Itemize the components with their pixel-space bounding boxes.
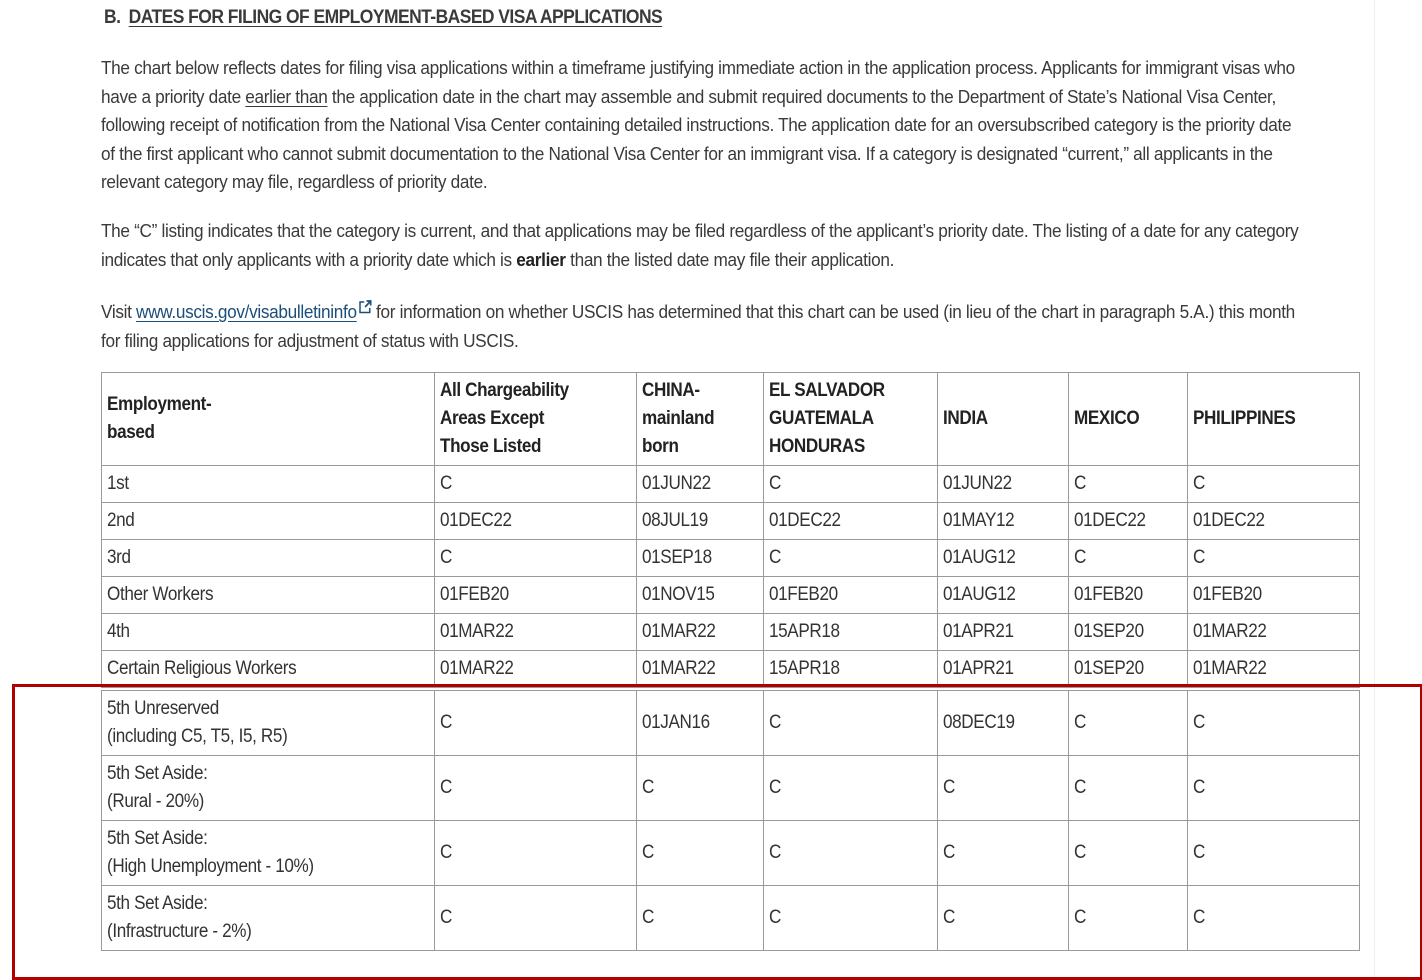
date-cell-china — [637, 886, 764, 951]
date-value: C — [769, 712, 781, 733]
page-edge-divider — [1374, 0, 1375, 979]
date-cell-el-salvador-guatemala-honduras — [764, 886, 938, 951]
text: the application date in the chart may assemble and submit required documents to the Department of State’s National Visa Center, following receipt of notification from the National Visa Center containing detailed instructions. The application date for an oversubscribed category is the priority date of the first applicant who cannot submit documentation to the National Visa Center for an immigrant visa. If a category is designated “current,” all applicants in the relevant category may file, regardless of priority date. — [101, 85, 1292, 192]
table-row — [102, 577, 1360, 614]
date-cell-china — [637, 577, 764, 614]
header-text — [1074, 405, 1139, 433]
header-line: based — [107, 422, 155, 443]
date-cell-mexico — [1069, 886, 1188, 951]
date-cell-philippines — [1188, 614, 1360, 651]
header-text — [107, 391, 211, 447]
category-line: (Infrastructure - 2%) — [107, 921, 252, 942]
header-line: PHILIPPINES — [1193, 408, 1296, 429]
date-value: 01DEC22 — [440, 510, 512, 531]
header-line: Those Listed — [440, 436, 542, 457]
date-cell-mexico — [1069, 821, 1188, 886]
date-cell-china — [637, 466, 764, 503]
category-line: (Rural - 20%) — [107, 791, 205, 812]
date-cell-china — [637, 540, 764, 577]
text: The “C” listing indicates that the category is current, and that applications may be filed regardless of the applicant’s priority date. The listing of a date for any category indicates that only applicants with a priority date which is — [101, 220, 1299, 270]
text: for information on whether USCIS has determined that this chart can be used (in lieu of the chart in paragraph 5.A.) this month for filing applications for adjustment of status with USCIS. — [101, 301, 1295, 351]
date-cell-mexico — [1069, 466, 1188, 503]
header-line: born — [642, 436, 679, 457]
category-line: 4th — [107, 621, 130, 642]
table-row — [102, 614, 1360, 651]
date-cell-india — [938, 756, 1069, 821]
date-cell-el-salvador-guatemala-honduras — [764, 466, 938, 503]
category-text — [107, 583, 213, 607]
date-cell-all-chargeability — [435, 756, 637, 821]
category-line: 5th Unreserved — [107, 698, 219, 719]
header-text — [1193, 405, 1295, 433]
column-header-philippines — [1188, 373, 1360, 466]
date-cell-china — [637, 614, 764, 651]
date-value: C — [440, 842, 452, 863]
header-text — [440, 377, 569, 461]
date-value: 01MAR22 — [642, 658, 716, 679]
date-cell-india — [938, 821, 1069, 886]
date-value: C — [440, 473, 452, 494]
date-cell-india — [938, 886, 1069, 951]
date-value: 01FEB20 — [1074, 584, 1143, 605]
date-value: C — [1193, 777, 1205, 798]
header-line: HONDURAS — [769, 436, 865, 457]
date-value: 08DEC19 — [943, 712, 1015, 733]
table-row — [102, 886, 1360, 951]
category-line: 5th Set Aside: — [107, 828, 208, 849]
date-cell-el-salvador-guatemala-honduras — [764, 540, 938, 577]
date-cell-philippines — [1188, 756, 1360, 821]
date-cell-all-chargeability — [435, 466, 637, 503]
employment-dates-for-filing-table — [101, 372, 1360, 951]
date-cell-all-chargeability — [435, 503, 637, 540]
date-value: C — [642, 777, 654, 798]
date-value: 01JUN22 — [943, 473, 1012, 494]
text: The chart below reflects dates for filing visa applications within a timeframe justifying immediate action in the application process. Applicants for immigrant visas who have a priority date — [101, 57, 1295, 107]
date-cell-philippines — [1188, 886, 1360, 951]
category-text — [107, 620, 130, 644]
row-category — [102, 756, 435, 821]
date-value: C — [943, 842, 955, 863]
table-row — [102, 466, 1360, 503]
date-value: C — [943, 907, 955, 928]
row-category — [102, 821, 435, 886]
row-category — [102, 503, 435, 540]
date-value: 01SEP18 — [642, 547, 712, 568]
date-cell-all-chargeability — [435, 689, 637, 756]
date-value: C — [642, 907, 654, 928]
date-cell-mexico — [1069, 651, 1188, 690]
date-value: C — [1193, 842, 1205, 863]
date-value: C — [440, 547, 452, 568]
date-cell-philippines — [1188, 689, 1360, 756]
date-value: 01NOV15 — [642, 584, 715, 605]
date-value: C — [769, 547, 781, 568]
column-header-mexico — [1069, 373, 1188, 466]
date-cell-el-salvador-guatemala-honduras — [764, 651, 938, 690]
header-line: INDIA — [943, 408, 988, 429]
date-cell-mexico — [1069, 503, 1188, 540]
date-value: C — [1193, 547, 1205, 568]
date-cell-philippines — [1188, 577, 1360, 614]
date-cell-el-salvador-guatemala-honduras — [764, 503, 938, 540]
date-value: 01APR21 — [943, 658, 1014, 679]
section-title: DATES FOR FILING OF EMPLOYMENT-BASED VISA APPLICATIONS — [128, 7, 663, 28]
date-value: C — [642, 842, 654, 863]
category-text — [107, 546, 131, 570]
date-cell-all-chargeability — [435, 886, 637, 951]
date-cell-india — [938, 577, 1069, 614]
category-line: Certain Religious Workers — [107, 658, 297, 679]
date-cell-el-salvador-guatemala-honduras — [764, 577, 938, 614]
date-cell-india — [938, 466, 1069, 503]
underlined-text: earlier than — [245, 85, 328, 107]
category-text — [107, 695, 287, 751]
date-value: C — [769, 842, 781, 863]
date-value: C — [1074, 777, 1086, 798]
date-value: C — [440, 712, 452, 733]
category-text — [107, 760, 207, 816]
table-row — [102, 821, 1360, 886]
date-value: 01FEB20 — [1193, 584, 1262, 605]
row-category — [102, 466, 435, 503]
date-value: 01DEC22 — [1193, 510, 1265, 531]
table-row — [102, 540, 1360, 577]
date-value: C — [769, 907, 781, 928]
date-value: 01DEC22 — [1074, 510, 1146, 531]
date-value: 01JAN16 — [642, 712, 710, 733]
table-row — [102, 689, 1360, 756]
category-line: 2nd — [107, 510, 135, 531]
date-value: 01MAR22 — [440, 658, 514, 679]
category-line: 5th Set Aside: — [107, 763, 208, 784]
date-value: 01FEB20 — [440, 584, 509, 605]
date-cell-mexico — [1069, 577, 1188, 614]
date-value: C — [1193, 907, 1205, 928]
date-cell-philippines — [1188, 651, 1360, 690]
text: than the listed date may file their application. — [565, 248, 895, 270]
header-line: All Chargeability — [440, 380, 569, 401]
date-value: C — [769, 473, 781, 494]
category-line: Other Workers — [107, 584, 214, 605]
date-cell-mexico — [1069, 689, 1188, 756]
date-cell-india — [938, 540, 1069, 577]
date-cell-mexico — [1069, 756, 1188, 821]
column-header-china — [637, 373, 764, 466]
date-cell-el-salvador-guatemala-honduras — [764, 756, 938, 821]
date-cell-philippines — [1188, 466, 1360, 503]
category-text — [107, 509, 134, 533]
section-number: B. — [104, 7, 121, 28]
table-row — [102, 756, 1360, 821]
date-value: 01JUN22 — [642, 473, 711, 494]
date-value: 01FEB20 — [769, 584, 838, 605]
header-line: GUATEMALA — [769, 408, 874, 429]
date-value: C — [1074, 712, 1086, 733]
date-value: 01APR21 — [943, 621, 1014, 642]
date-cell-india — [938, 689, 1069, 756]
date-cell-china — [637, 821, 764, 886]
bold-text: earlier — [516, 248, 566, 270]
paragraph-filing-explanation — [101, 54, 1301, 197]
row-category — [102, 689, 435, 756]
date-cell-el-salvador-guatemala-honduras — [764, 821, 938, 886]
date-value: 01SEP20 — [1074, 658, 1144, 679]
date-value: 01MAR22 — [642, 621, 716, 642]
date-cell-china — [637, 756, 764, 821]
date-value: 08JUL19 — [642, 510, 708, 531]
paragraph-c-listing — [101, 217, 1301, 274]
column-header-india — [938, 373, 1069, 466]
date-cell-el-salvador-guatemala-honduras — [764, 689, 938, 756]
date-cell-all-chargeability — [435, 821, 637, 886]
uscis-visabulletin-link[interactable]: www.uscis.gov/visabulletininfo — [136, 301, 357, 322]
header-line: Employment- — [107, 394, 212, 415]
section-heading — [104, 7, 662, 29]
date-cell-all-chargeability — [435, 577, 637, 614]
column-header-employment-based — [102, 373, 435, 466]
row-category — [102, 614, 435, 651]
category-text — [107, 472, 129, 496]
date-value: 01MAR22 — [440, 621, 514, 642]
date-value: C — [943, 777, 955, 798]
date-cell-india — [938, 614, 1069, 651]
table-header-row — [102, 373, 1360, 466]
date-cell-mexico — [1069, 540, 1188, 577]
date-value: 01MAY12 — [943, 510, 1015, 531]
date-value: 01DEC22 — [769, 510, 841, 531]
date-value: C — [769, 777, 781, 798]
category-text — [107, 657, 296, 681]
date-value: 15APR18 — [769, 658, 840, 679]
date-value: 01AUG12 — [943, 547, 1016, 568]
header-text — [642, 377, 714, 461]
category-line: 1st — [107, 473, 129, 494]
column-header-el-salvador-guatemala-honduras — [764, 373, 938, 466]
row-category — [102, 540, 435, 577]
header-text — [943, 405, 988, 433]
table-row — [102, 503, 1360, 540]
date-cell-philippines — [1188, 821, 1360, 886]
date-value: C — [440, 777, 452, 798]
header-line: mainland — [642, 408, 715, 429]
row-category — [102, 577, 435, 614]
date-value: C — [1074, 547, 1086, 568]
header-line: MEXICO — [1074, 408, 1140, 429]
category-line: (including C5, T5, I5, R5) — [107, 726, 288, 747]
header-line: EL SALVADOR — [769, 380, 885, 401]
category-text — [107, 825, 314, 881]
text: Visit — [101, 301, 137, 322]
date-cell-all-chargeability — [435, 540, 637, 577]
date-cell-el-salvador-guatemala-honduras — [764, 614, 938, 651]
date-cell-all-chargeability — [435, 651, 637, 690]
category-text — [107, 890, 251, 946]
date-value: 15APR18 — [769, 621, 840, 642]
header-line: Areas Except — [440, 408, 545, 429]
date-cell-all-chargeability — [435, 614, 637, 651]
date-value: C — [1074, 473, 1086, 494]
row-category — [102, 651, 435, 690]
date-cell-china — [637, 503, 764, 540]
external-link-icon[interactable] — [359, 294, 372, 308]
row-category — [102, 886, 435, 951]
paragraph-uscis-link — [101, 294, 1301, 355]
date-value: C — [440, 907, 452, 928]
date-value: 01MAR22 — [1193, 621, 1267, 642]
table-row — [102, 651, 1360, 690]
column-header-all-chargeability — [435, 373, 637, 466]
date-cell-india — [938, 503, 1069, 540]
date-cell-india — [938, 651, 1069, 690]
date-cell-mexico — [1069, 614, 1188, 651]
date-value: C — [1074, 907, 1086, 928]
date-value: C — [1193, 473, 1205, 494]
date-cell-china — [637, 689, 764, 756]
date-value: 01AUG12 — [943, 584, 1016, 605]
category-line: 5th Set Aside: — [107, 893, 208, 914]
date-cell-philippines — [1188, 540, 1360, 577]
category-line: 3rd — [107, 547, 131, 568]
date-cell-philippines — [1188, 503, 1360, 540]
header-line: CHINA- — [642, 380, 700, 401]
date-value: 01MAR22 — [1193, 658, 1267, 679]
date-value: C — [1193, 712, 1205, 733]
header-text — [769, 377, 885, 461]
category-line: (High Unemployment - 10%) — [107, 856, 314, 877]
date-value: C — [1074, 842, 1086, 863]
date-cell-china — [637, 651, 764, 690]
date-value: 01SEP20 — [1074, 621, 1144, 642]
